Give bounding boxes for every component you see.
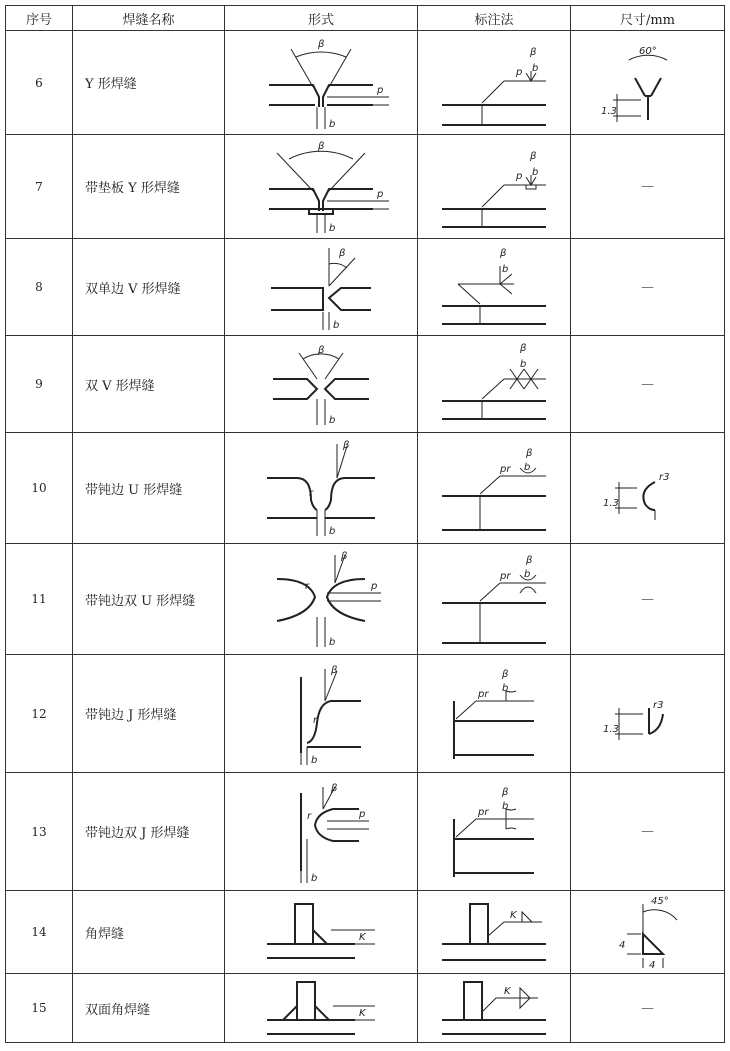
svg-text:b: b bbox=[329, 222, 336, 234]
svg-text:4: 4 bbox=[648, 960, 655, 971]
svg-text:β: β bbox=[502, 786, 509, 798]
fillet-notation-drawing bbox=[434, 894, 554, 970]
j-weld-size-drawing bbox=[593, 664, 703, 764]
backed-y-weld-notation-drawing bbox=[434, 139, 554, 235]
table-row bbox=[6, 31, 725, 135]
table-row bbox=[6, 239, 725, 336]
header-row bbox=[6, 6, 725, 31]
svg-text:p: p bbox=[516, 66, 523, 78]
svg-text:b: b bbox=[329, 637, 336, 648]
form-figure bbox=[225, 655, 418, 773]
svg-text:pr: pr bbox=[478, 806, 489, 818]
notation-figure bbox=[418, 655, 571, 773]
svg-text:β: β bbox=[339, 248, 346, 259]
svg-text:60°: 60° bbox=[638, 45, 657, 57]
svg-text:β: β bbox=[343, 440, 350, 451]
weld-name: 带钝边 U 形焊缝 bbox=[73, 433, 225, 544]
weld-name: 角焊缝 bbox=[73, 891, 225, 974]
double-v-form-drawing bbox=[251, 339, 391, 429]
weld-name: 双 V 形焊缝 bbox=[73, 336, 225, 433]
svg-text:K: K bbox=[359, 932, 366, 943]
svg-text:b: b bbox=[329, 526, 336, 537]
double-bevel-form-drawing bbox=[251, 242, 391, 332]
svg-text:β: β bbox=[520, 343, 527, 354]
weld-name: 双单边 V 形焊缝 bbox=[73, 239, 225, 336]
size-figure bbox=[571, 433, 725, 544]
j-weld-form-drawing bbox=[251, 661, 391, 767]
notation-figure bbox=[418, 544, 571, 655]
fillet-form-drawing bbox=[251, 894, 391, 970]
size-empty: — bbox=[571, 239, 725, 336]
svg-text:1.3: 1.3 bbox=[602, 498, 619, 509]
svg-text:β: β bbox=[318, 38, 325, 50]
j-weld-notation-drawing bbox=[434, 661, 554, 767]
svg-text:K: K bbox=[510, 910, 517, 921]
form-figure bbox=[225, 773, 418, 891]
svg-text:r: r bbox=[307, 810, 312, 822]
table-row bbox=[6, 974, 725, 1043]
svg-text:4: 4 bbox=[618, 940, 625, 951]
svg-text:p: p bbox=[516, 170, 523, 182]
form-figure bbox=[225, 433, 418, 544]
notation-figure bbox=[418, 135, 571, 239]
svg-text:p: p bbox=[377, 84, 384, 96]
form-figure bbox=[225, 239, 418, 336]
weld-name: 双面角焊缝 bbox=[73, 974, 225, 1043]
svg-text:1.3: 1.3 bbox=[600, 105, 617, 117]
u-weld-notation-drawing bbox=[434, 438, 554, 538]
size-figure bbox=[571, 891, 725, 974]
double-j-form-drawing bbox=[251, 779, 391, 885]
table-row bbox=[6, 336, 725, 433]
svg-text:b: b bbox=[524, 569, 531, 580]
svg-text:b: b bbox=[311, 872, 318, 884]
svg-text:pr: pr bbox=[500, 571, 511, 582]
row-number: 13 bbox=[6, 773, 73, 891]
row-number: 12 bbox=[6, 655, 73, 773]
weld-name: Y 形焊缝 bbox=[73, 31, 225, 135]
notation-figure bbox=[418, 974, 571, 1043]
svg-text:b: b bbox=[329, 118, 336, 130]
svg-text:b: b bbox=[502, 264, 509, 275]
svg-text:r3: r3 bbox=[658, 472, 669, 483]
header-notation: 标注法 bbox=[418, 6, 571, 31]
weld-name: 带钝边 J 形焊缝 bbox=[73, 655, 225, 773]
header-form: 形式 bbox=[225, 6, 418, 31]
svg-text:r: r bbox=[305, 581, 310, 592]
double-u-notation-drawing bbox=[434, 549, 554, 649]
svg-text:b: b bbox=[524, 462, 531, 473]
svg-text:β: β bbox=[331, 782, 338, 794]
svg-text:β: β bbox=[526, 448, 533, 459]
svg-text:b: b bbox=[520, 359, 527, 370]
svg-text:pr: pr bbox=[478, 688, 489, 700]
row-number: 9 bbox=[6, 336, 73, 433]
size-empty: — bbox=[571, 773, 725, 891]
header-no: 序号 bbox=[6, 6, 73, 31]
row-number: 10 bbox=[6, 433, 73, 544]
row-number: 14 bbox=[6, 891, 73, 974]
svg-text:r: r bbox=[313, 714, 318, 726]
size-figure bbox=[571, 31, 725, 135]
weld-name: 带钝边双 J 形焊缝 bbox=[73, 773, 225, 891]
form-figure bbox=[225, 31, 418, 135]
size-empty: — bbox=[571, 974, 725, 1043]
size-empty: — bbox=[571, 135, 725, 239]
fillet-size-drawing bbox=[593, 892, 703, 972]
svg-text:β: β bbox=[331, 664, 338, 676]
svg-text:K: K bbox=[504, 986, 511, 997]
svg-text:β: β bbox=[341, 551, 348, 562]
notation-figure bbox=[418, 31, 571, 135]
u-weld-size-drawing bbox=[593, 440, 703, 536]
size-empty: — bbox=[571, 544, 725, 655]
svg-text:K: K bbox=[359, 1008, 366, 1019]
double-v-notation-drawing bbox=[434, 339, 554, 429]
backed-y-weld-form-drawing bbox=[251, 139, 391, 235]
weld-name: 带钝边双 U 形焊缝 bbox=[73, 544, 225, 655]
svg-text:p: p bbox=[371, 581, 378, 592]
svg-text:b: b bbox=[532, 166, 539, 178]
y-weld-size-drawing bbox=[593, 38, 703, 128]
svg-text:45°: 45° bbox=[650, 896, 669, 907]
y-weld-form-drawing bbox=[251, 35, 391, 131]
row-number: 11 bbox=[6, 544, 73, 655]
row-number: 8 bbox=[6, 239, 73, 336]
svg-text:β: β bbox=[526, 555, 533, 566]
svg-text:β: β bbox=[530, 46, 537, 58]
header-size: 尺寸/mm bbox=[571, 6, 725, 31]
form-figure bbox=[225, 336, 418, 433]
svg-text:b: b bbox=[532, 62, 539, 74]
table-row bbox=[6, 773, 725, 891]
double-j-notation-drawing bbox=[434, 779, 554, 885]
double-bevel-notation-drawing bbox=[434, 242, 554, 332]
size-empty: — bbox=[571, 336, 725, 433]
svg-text:β: β bbox=[318, 140, 325, 152]
form-figure bbox=[225, 544, 418, 655]
svg-text:p: p bbox=[377, 188, 384, 200]
svg-text:β: β bbox=[502, 668, 509, 680]
notation-figure bbox=[418, 773, 571, 891]
row-number: 6 bbox=[6, 31, 73, 135]
table-row bbox=[6, 655, 725, 773]
svg-text:b: b bbox=[502, 800, 509, 812]
u-weld-form-drawing bbox=[251, 438, 391, 538]
notation-figure bbox=[418, 433, 571, 544]
svg-text:p: p bbox=[359, 808, 366, 820]
svg-text:b: b bbox=[329, 415, 336, 426]
svg-text:b: b bbox=[333, 320, 340, 331]
table-row bbox=[6, 544, 725, 655]
notation-figure bbox=[418, 239, 571, 336]
svg-text:b: b bbox=[502, 682, 509, 694]
y-weld-notation-drawing bbox=[434, 35, 554, 131]
form-figure bbox=[225, 974, 418, 1043]
table-row bbox=[6, 433, 725, 544]
table-row bbox=[6, 891, 725, 974]
notation-figure bbox=[418, 336, 571, 433]
double-u-form-drawing bbox=[251, 549, 391, 649]
form-figure bbox=[225, 135, 418, 239]
row-number: 7 bbox=[6, 135, 73, 239]
weld-table bbox=[5, 5, 725, 1043]
header-name: 焊缝名称 bbox=[73, 6, 225, 31]
svg-text:β: β bbox=[530, 150, 537, 162]
size-figure bbox=[571, 655, 725, 773]
row-number: 15 bbox=[6, 974, 73, 1043]
svg-text:β: β bbox=[500, 248, 507, 259]
notation-figure bbox=[418, 891, 571, 974]
svg-text:r3: r3 bbox=[652, 699, 663, 711]
svg-text:pr: pr bbox=[500, 464, 511, 475]
table-row bbox=[6, 135, 725, 239]
weld-name: 带垫板 Y 形焊缝 bbox=[73, 135, 225, 239]
double-fillet-form-drawing bbox=[251, 976, 391, 1040]
form-figure bbox=[225, 891, 418, 974]
svg-text:1.3: 1.3 bbox=[602, 723, 619, 735]
svg-text:β: β bbox=[318, 345, 325, 356]
double-fillet-notation-drawing bbox=[434, 976, 554, 1040]
svg-text:b: b bbox=[311, 754, 318, 766]
svg-text:r: r bbox=[309, 488, 314, 499]
